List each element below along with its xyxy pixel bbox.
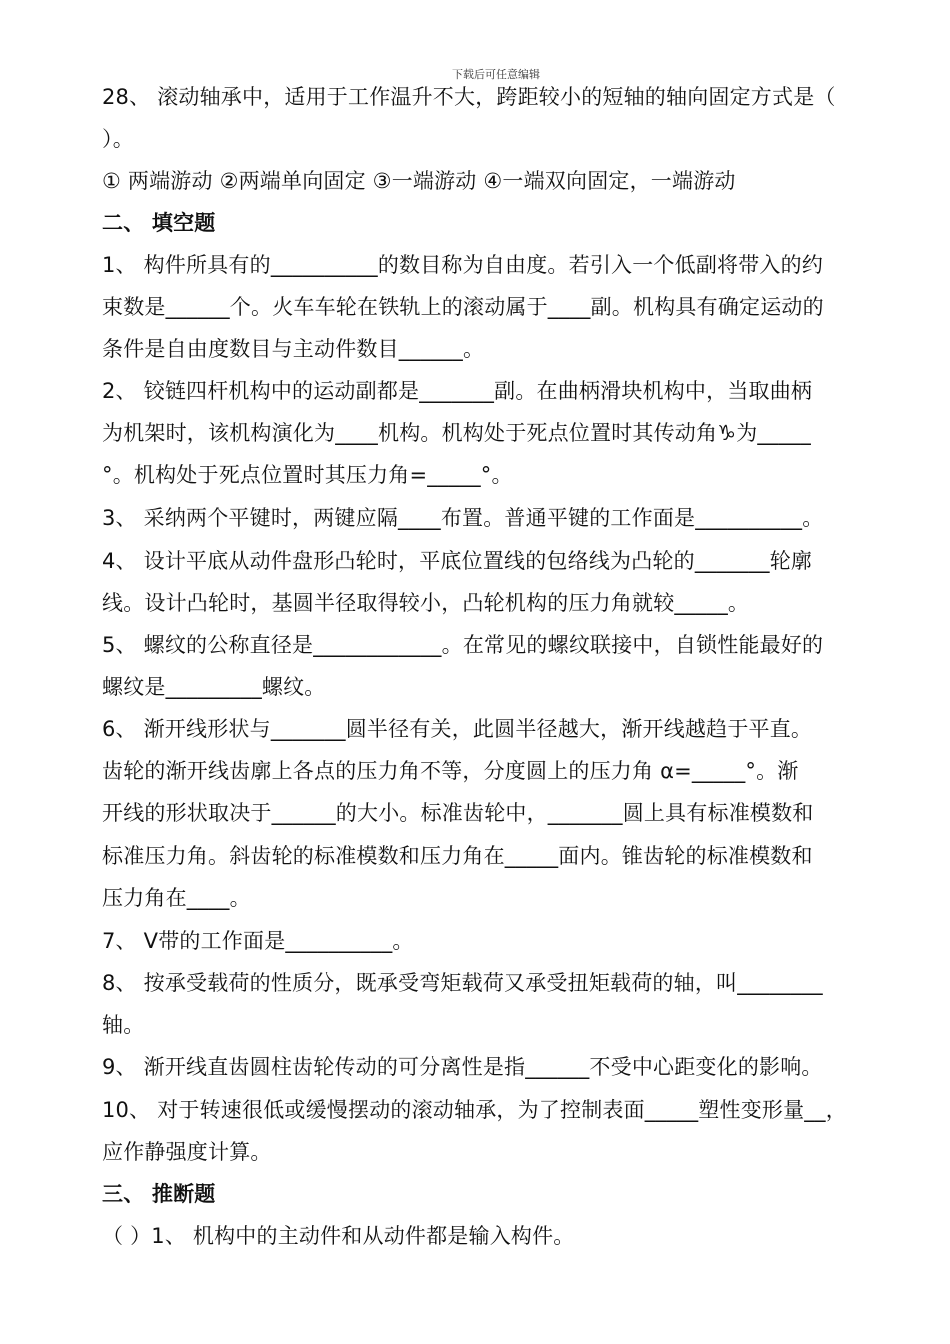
fill-q6-line-4: 标准压力角。斜齿轮的标准模数和压力角在_____面内。锥齿轮的标准模数和 [102,844,813,868]
q28-line-2: ）。 [102,127,134,151]
fill-q4-line-2: 线。设计凸轮时，基圆半径取得较小，凸轮机构的压力角就较_____。 [102,591,750,615]
fill-q2-line-2: 为机架时，该机构演化为____机构。机构处于死点位置时其传动角♑为_____ [102,421,811,445]
fill-q6-line-3: 开线的形状取决于______的大小。标准齿轮中，_______圆上具有标准模数和 [102,801,814,825]
judge-q1-line: （ ）1、 机构中的主动件和从动件都是输入构件。 [102,1224,575,1248]
fill-q10-line-1: 10、 对于转速很低或缓慢摆动的滚动轴承，为了控制表面_____塑性变形量__， [102,1098,847,1122]
fill-q2-line-3: °。机构处于死点位置时其压力角=_____°。 [102,463,513,487]
fill-q5-line-1: 5、 螺纹的公称直径是____________。在常见的螺纹联接中，自锁性能最好的 [102,633,824,657]
fill-q1-line-2: 束数是______个。火车车轮在铁轨上的滚动属于____副。机构具有确定运动的 [102,295,824,319]
fill-q3-line: 3、 采纳两个平键时，两键应隔____布置。普通平键的工作面是__________。 [102,506,824,530]
section-judgement-heading: 三、 推断题 [102,1182,216,1206]
fill-q1-line-3: 条件是自由度数目与主动件数目______。 [102,337,485,361]
fill-q8-line-1: 8、 按承受载荷的性质分，既承受弯矩载荷又承受扭矩载荷的轴，叫________ [102,971,823,995]
fill-q8-line-2: 轴。 [102,1013,145,1037]
q28-line-1: 28、 滚动轴承中，适用于工作温升不大，跨距较小的短轴的轴向固定方式是（ [102,85,836,109]
fill-q7-line: 7、 V带的工作面是__________。 [102,929,414,953]
fill-q6-line-5: 压力角在____。 [102,886,251,910]
fill-q1-line-1: 1、 构件所具有的__________的数目称为自由度。若引入一个低副将带入的约 [102,253,824,277]
fill-q5-line-2: 螺纹是_________螺纹。 [102,675,326,699]
fill-q10-line-2: 应作静强度计算。 [102,1140,272,1164]
fill-q6-line-1: 6、 渐开线形状与_______圆半径有关，此圆半径越大，渐开线越趋于平直。 [102,717,813,741]
section-fill-in-heading: 二、 填空题 [102,211,216,235]
fill-q6-line-2: 齿轮的渐开线齿廓上各点的压力角不等，分度圆上的压力角 α=_____°。渐 [102,759,799,783]
page-header: 下载后可任意编辑 [452,68,540,81]
fill-q4-line-1: 4、 设计平底从动件盘形凸轮时，平底位置线的包络线为凸轮的_______轮廓 [102,549,813,573]
q28-options: ① 两端游动 ②两端单向固定 ③一端游动 ④一端双向固定，一端游动 [102,169,736,193]
fill-q2-line-1: 2、 铰链四杆机构中的运动副都是_______副。在曲柄滑块机构中，当取曲柄 [102,379,813,403]
fill-q9-line: 9、 渐开线直齿圆柱齿轮传动的可分离性是指______不受中心距变化的影响。 [102,1055,823,1079]
